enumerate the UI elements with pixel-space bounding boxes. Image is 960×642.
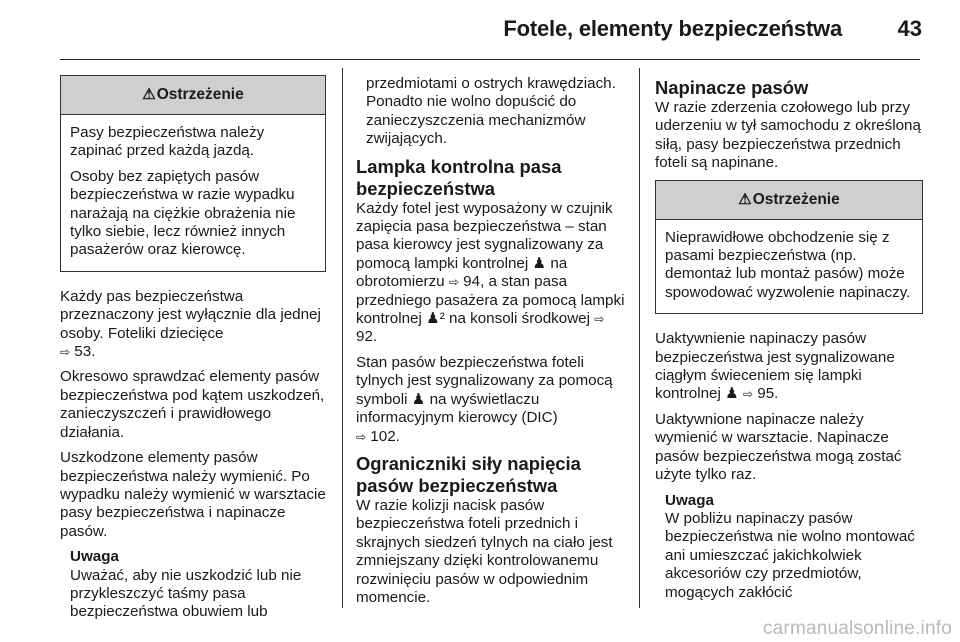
paragraph: Uaktywnione napinacze należy wymienić w warsztacie. Napinacze pasów bezpieczeństwa mogą zostać użyte tylko raz. <box>655 410 902 484</box>
column-divider-2 <box>639 68 640 608</box>
paragraph: Każdy fotel jest wyposażony w czujnik zapięcia pasa bezpieczeństwa – stan pasa kierowcy jest sygnalizowany za pomocą lampki kontrolnej ♟ na obrotomierzu ⇨ 94, a stan pasa przedniego pasażera za pomocą lampki kontrolnej ♟² na konsoli środkowej ⇨ 92. <box>356 199 625 346</box>
column-1 <box>60 75 326 629</box>
warning-box-2 <box>655 180 923 315</box>
warning-body-1 <box>61 115 325 271</box>
warning-paragraph: Nieprawidłowe obchodzenie się z pasami bezpieczeństwa (np. demontaż lub montaż pasów) może spowodować wyzwolenie napinaczy. <box>665 228 911 301</box>
paragraph: W razie zderzenia czołowego lub przy uderzeniu w tył samochodu z określoną siłą, pasy bezpieczeństwa przednich foteli są napinane. <box>655 99 921 172</box>
note-block-2 <box>655 492 923 602</box>
section-heading: Napinacze pasów <box>655 77 809 98</box>
column-2 <box>356 75 626 614</box>
page-reference-icon: ⇨ <box>60 345 71 360</box>
warning-title-1: Ostrzeżenie <box>156 86 244 103</box>
paragraph: Uaktywnienie napinaczy pasów bezpieczeństwa jest sygnalizowane ciągłym świeceniem się lampki kontrolnej ♟ ⇨ 95. <box>655 330 895 403</box>
warning-header-1 <box>61 76 325 115</box>
section-heading: Ograniczniki siły napięcia pasów bezpieczeństwa <box>356 452 581 496</box>
seatbelt-symbol-icon: ♟ <box>411 390 426 408</box>
page-number: 43 <box>897 16 922 41</box>
column-divider-1 <box>342 68 343 608</box>
warning-header-2 <box>656 181 922 220</box>
seatbelt-passenger-icon: ♟² <box>426 310 445 328</box>
paragraph: W razie kolizji nacisk pasów bezpieczeństwa foteli przednich i skrajnych siedzeń tylnych na ciało jest zmniejszany dzięki kontrolowanemu rozwinięciu pasów w odpowiednim momencie. <box>356 496 613 606</box>
page-reference-icon: ⇨ <box>742 387 754 402</box>
page-reference: 53. <box>74 343 96 361</box>
warning-paragraph: Osoby bez zapiętych pasów bezpieczeństwa w razie wypadku narażają na ciężkie obrażenia nie tylko siebie, lecz również innych pasażerów oraz kierowcę. <box>70 167 296 259</box>
note-text-continued: przedmiotami o ostrych krawędziach. Ponadto nie wolno dopuścić do zanieczyszczenia mechanizmów zwijających. <box>366 75 616 148</box>
warning-triangle-icon: ⚠ <box>738 190 752 208</box>
note-block-1 <box>60 548 326 622</box>
paragraph: Okresowo sprawdzać elementy pasów bezpieczeństwa pod kątem uszkodzeń, zanieczyszczeń i prawidłowego działania. <box>60 368 325 441</box>
watermark: carmanualsonline.info <box>762 618 952 639</box>
paragraph: Uszkodzone elementy pasów bezpieczeństwa należy wymienić. Po wypadku należy wymienić w warsztacie pasy bezpieczeństwa i napinacze pasów. <box>60 449 326 540</box>
warning-title-2: Ostrzeżenie <box>752 190 840 208</box>
paragraph: Stan pasów bezpieczeństwa foteli tylnych jest sygnalizowany za pomocą symboli ♟ na wyświetlaczu informacyjnym kierowcy (DIC) ⇨ 102. <box>356 353 613 445</box>
warning-body-2 <box>656 220 922 314</box>
section-heading: Lampka kontrolna pasa bezpieczeństwa <box>356 155 562 199</box>
seatbelt-driver-icon: ♟ <box>532 254 547 272</box>
page-reference-icon: ⇨ <box>448 275 459 290</box>
warning-triangle-icon: ⚠ <box>142 86 156 103</box>
belt-tensioner-icon: ♟ <box>725 385 739 403</box>
header-rule <box>60 59 920 60</box>
page-reference-icon: ⇨ <box>356 429 367 444</box>
paragraph: Każdy pas bezpieczeństwa przeznaczony jest wyłącznie dla jednej osoby. Foteliki dziecięce ⇨ 53. <box>60 287 321 361</box>
note-title: Uwaga <box>665 491 714 509</box>
warning-box-1 <box>60 75 326 272</box>
note-title: Uwaga <box>70 548 119 566</box>
warning-paragraph: Pasy bezpieczeństwa należy zapinać przed każdą jazdą. <box>70 124 265 160</box>
note-text: W pobliżu napinaczy pasów bezpieczeństwa nie wolno montować ani umieszczać jakichkolwiek akcesoriów czy przedmiotów, mogących zakłócić <box>665 509 915 601</box>
page-reference-icon: ⇨ <box>594 312 605 327</box>
note-continuation <box>356 75 626 149</box>
note-text: Uważać, aby nie uszkodzić lub nie przykleszczyć taśmy pasa bezpieczeństwa obuwiem lub <box>70 566 302 621</box>
page-header-title: Fotele, elementy bezpieczeństwa <box>503 16 842 41</box>
column-3 <box>655 75 923 609</box>
